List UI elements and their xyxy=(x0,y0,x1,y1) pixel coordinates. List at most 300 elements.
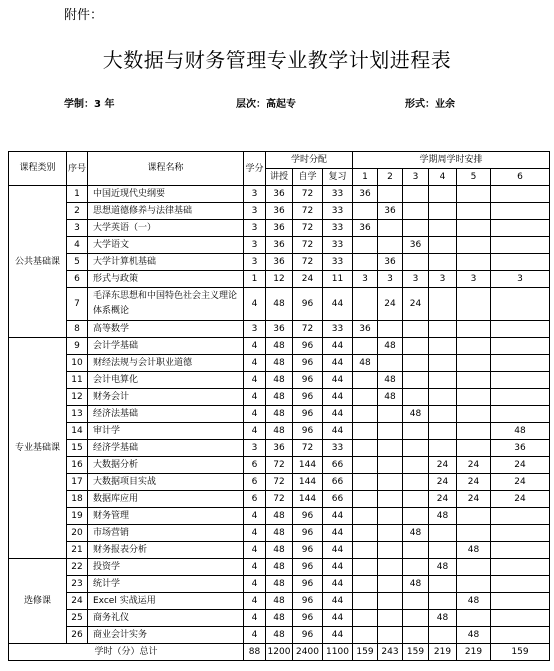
semester-4-cell xyxy=(429,237,457,254)
semester-4-cell: 48 xyxy=(429,610,457,627)
semester-5-cell xyxy=(457,355,491,372)
semester-3-cell xyxy=(403,338,429,355)
semester-5-cell xyxy=(457,372,491,389)
self-study-hours-cell: 72 xyxy=(293,203,323,220)
semester-3-cell xyxy=(403,610,429,627)
course-name-cell: 投资学 xyxy=(88,559,244,576)
semester-5-cell xyxy=(457,321,491,338)
semester-6-cell xyxy=(491,338,550,355)
table-body xyxy=(9,186,550,661)
header-row-1 xyxy=(9,152,550,169)
seq-cell: 19 xyxy=(67,508,88,525)
semester-2-cell: 24 xyxy=(378,288,403,321)
header-seq: 序号 xyxy=(67,152,88,186)
lecture-hours-cell: 48 xyxy=(266,372,293,389)
semester-3-cell: 24 xyxy=(403,288,429,321)
semester-3-cell xyxy=(403,542,429,559)
review-hours-cell: 11 xyxy=(323,271,353,288)
review-hours-cell: 44 xyxy=(323,542,353,559)
lecture-hours-cell: 36 xyxy=(266,220,293,237)
review-hours-cell: 44 xyxy=(323,406,353,423)
header-semester-4: 4 xyxy=(429,169,457,186)
semester-3-cell xyxy=(403,254,429,271)
semester-1-cell xyxy=(353,508,378,525)
semester-4-cell: 48 xyxy=(429,559,457,576)
review-hours-cell: 33 xyxy=(323,254,353,271)
total-lecture: 1200 xyxy=(266,644,293,661)
semester-4-cell: 24 xyxy=(429,491,457,508)
semester-2-cell xyxy=(378,542,403,559)
review-hours-cell: 33 xyxy=(323,440,353,457)
seq-cell: 5 xyxy=(67,254,88,271)
semester-3-cell xyxy=(403,474,429,491)
seq-cell: 7 xyxy=(67,288,88,321)
semester-2-cell xyxy=(378,491,403,508)
semester-2-cell: 3 xyxy=(378,271,403,288)
semester-2-cell: 48 xyxy=(378,372,403,389)
review-hours-cell: 44 xyxy=(323,525,353,542)
study-form-info: 形式：业余 xyxy=(405,99,455,110)
seq-cell: 22 xyxy=(67,559,88,576)
semester-4-cell xyxy=(429,220,457,237)
credit-cell: 4 xyxy=(244,355,266,372)
self-study-hours-cell: 96 xyxy=(293,355,323,372)
semester-1-cell xyxy=(353,288,378,321)
semester-1-cell xyxy=(353,559,378,576)
header-self-study: 自学 xyxy=(293,169,323,186)
semester-1-cell xyxy=(353,627,378,644)
semester-6-cell xyxy=(491,254,550,271)
semester-4-cell xyxy=(429,627,457,644)
semester-1-cell xyxy=(353,423,378,440)
table-row xyxy=(9,186,550,203)
review-hours-cell: 33 xyxy=(323,220,353,237)
course-name-cell: 财务会计 xyxy=(88,389,244,406)
lecture-hours-cell: 72 xyxy=(266,457,293,474)
semester-5-cell xyxy=(457,559,491,576)
self-study-hours-cell: 96 xyxy=(293,372,323,389)
semester-5-cell xyxy=(457,423,491,440)
semester-1-cell xyxy=(353,237,378,254)
semester-5-cell xyxy=(457,576,491,593)
course-name-cell: 大数据分析 xyxy=(88,457,244,474)
table-row xyxy=(9,372,550,389)
schooling-info: 学制：3 年 xyxy=(64,99,115,110)
self-study-hours-cell: 96 xyxy=(293,288,323,321)
semester-5-cell xyxy=(457,237,491,254)
course-name-cell: 毛泽东思想和中国特色社会主义理论体系概论 xyxy=(88,288,244,321)
course-name-cell: 经济法基础 xyxy=(88,406,244,423)
review-hours-cell: 66 xyxy=(323,491,353,508)
semester-6-cell xyxy=(491,372,550,389)
seq-cell: 25 xyxy=(67,610,88,627)
seq-cell: 10 xyxy=(67,355,88,372)
review-hours-cell: 44 xyxy=(323,610,353,627)
semester-4-cell xyxy=(429,288,457,321)
lecture-hours-cell: 36 xyxy=(266,254,293,271)
semester-5-cell: 3 xyxy=(457,271,491,288)
credit-cell: 4 xyxy=(244,559,266,576)
seq-cell: 21 xyxy=(67,542,88,559)
semester-2-cell xyxy=(378,186,403,203)
review-hours-cell: 44 xyxy=(323,338,353,355)
course-name-cell: 市场营销 xyxy=(88,525,244,542)
table-row xyxy=(9,254,550,271)
table-row xyxy=(9,457,550,474)
table-row xyxy=(9,237,550,254)
self-study-hours-cell: 96 xyxy=(293,610,323,627)
credit-cell: 4 xyxy=(244,542,266,559)
header-course-name: 课程名称 xyxy=(88,152,244,186)
semester-3-cell xyxy=(403,203,429,220)
semester-2-cell xyxy=(378,559,403,576)
self-study-hours-cell: 96 xyxy=(293,559,323,576)
semester-6-cell xyxy=(491,355,550,372)
header-category: 课程类别 xyxy=(9,152,67,186)
semester-3-cell: 48 xyxy=(403,406,429,423)
course-name-cell: 形式与政策 xyxy=(88,271,244,288)
semester-6-cell xyxy=(491,542,550,559)
semester-5-cell xyxy=(457,406,491,423)
lecture-hours-cell: 36 xyxy=(266,203,293,220)
course-name-cell: 财务管理 xyxy=(88,508,244,525)
seq-cell: 26 xyxy=(67,627,88,644)
semester-5-cell xyxy=(457,220,491,237)
self-study-hours-cell: 72 xyxy=(293,186,323,203)
semester-2-cell: 48 xyxy=(378,389,403,406)
lecture-hours-cell: 48 xyxy=(266,610,293,627)
semester-3-cell xyxy=(403,220,429,237)
semester-4-cell xyxy=(429,321,457,338)
semester-3-cell xyxy=(403,593,429,610)
semester-4-cell xyxy=(429,355,457,372)
credit-cell: 3 xyxy=(244,220,266,237)
semester-4-cell xyxy=(429,372,457,389)
semester-4-cell xyxy=(429,576,457,593)
course-name-cell: 商务礼仪 xyxy=(88,610,244,627)
table-row xyxy=(9,355,550,372)
self-study-hours-cell: 96 xyxy=(293,627,323,644)
semester-6-cell: 48 xyxy=(491,423,550,440)
seq-cell: 13 xyxy=(67,406,88,423)
credit-cell: 3 xyxy=(244,440,266,457)
header-hours-group: 学时分配 xyxy=(266,152,353,169)
semester-3-cell xyxy=(403,355,429,372)
table-row xyxy=(9,271,550,288)
semester-1-cell: 36 xyxy=(353,321,378,338)
semester-2-cell xyxy=(378,610,403,627)
semester-2-cell xyxy=(378,525,403,542)
header-semester-2: 2 xyxy=(378,169,403,186)
table-row xyxy=(9,474,550,491)
course-name-cell: 大学语文 xyxy=(88,237,244,254)
header-semester-6: 6 xyxy=(491,169,550,186)
lecture-hours-cell: 36 xyxy=(266,440,293,457)
seq-cell: 3 xyxy=(67,220,88,237)
header-semester-5: 5 xyxy=(457,169,491,186)
page-title: 大数据与财务管理专业教学计划进程表 xyxy=(102,48,452,72)
course-name-cell: 统计学 xyxy=(88,576,244,593)
course-name-cell: 高等数学 xyxy=(88,321,244,338)
credit-cell: 3 xyxy=(244,203,266,220)
seq-cell: 11 xyxy=(67,372,88,389)
semester-2-cell: 36 xyxy=(378,254,403,271)
lecture-hours-cell: 36 xyxy=(266,321,293,338)
seq-cell: 1 xyxy=(67,186,88,203)
semester-4-cell: 24 xyxy=(429,474,457,491)
review-hours-cell: 44 xyxy=(323,593,353,610)
header-semester-1: 1 xyxy=(353,169,378,186)
semester-6-cell xyxy=(491,627,550,644)
lecture-hours-cell: 48 xyxy=(266,593,293,610)
semester-6-cell xyxy=(491,559,550,576)
semester-6-cell: 3 xyxy=(491,271,550,288)
lecture-hours-cell: 48 xyxy=(266,406,293,423)
semester-2-cell xyxy=(378,220,403,237)
review-hours-cell: 33 xyxy=(323,203,353,220)
total-semester-2: 243 xyxy=(378,644,403,661)
semester-1-cell xyxy=(353,372,378,389)
semester-6-cell: 24 xyxy=(491,491,550,508)
lecture-hours-cell: 48 xyxy=(266,355,293,372)
semester-5-cell xyxy=(457,389,491,406)
table-row xyxy=(9,576,550,593)
semester-4-cell xyxy=(429,406,457,423)
semester-3-cell xyxy=(403,627,429,644)
self-study-hours-cell: 96 xyxy=(293,389,323,406)
semester-6-cell xyxy=(491,237,550,254)
course-name-cell: 财经法规与会计职业道德 xyxy=(88,355,244,372)
credit-cell: 4 xyxy=(244,576,266,593)
semester-4-cell xyxy=(429,440,457,457)
table-row xyxy=(9,525,550,542)
self-study-hours-cell: 72 xyxy=(293,440,323,457)
category-cell: 专业基础课 xyxy=(9,338,67,559)
semester-4-cell: 3 xyxy=(429,271,457,288)
credit-cell: 4 xyxy=(244,406,266,423)
semester-5-cell: 24 xyxy=(457,491,491,508)
teaching-plan-table xyxy=(8,151,550,661)
semester-5-cell xyxy=(457,288,491,321)
total-row xyxy=(9,644,550,661)
seq-cell: 6 xyxy=(67,271,88,288)
semester-2-cell xyxy=(378,593,403,610)
self-study-hours-cell: 144 xyxy=(293,474,323,491)
course-name-cell: 会计学基础 xyxy=(88,338,244,355)
review-hours-cell: 66 xyxy=(323,457,353,474)
semester-6-cell: 36 xyxy=(491,440,550,457)
semester-6-cell xyxy=(491,576,550,593)
seq-cell: 17 xyxy=(67,474,88,491)
semester-4-cell xyxy=(429,542,457,559)
total-semester-3: 159 xyxy=(403,644,429,661)
semester-1-cell: 48 xyxy=(353,355,378,372)
semester-5-cell xyxy=(457,203,491,220)
semester-3-cell xyxy=(403,559,429,576)
semester-3-cell xyxy=(403,457,429,474)
self-study-hours-cell: 72 xyxy=(293,321,323,338)
credit-cell: 4 xyxy=(244,525,266,542)
semester-6-cell xyxy=(491,288,550,321)
course-name-cell: 大数据项目实战 xyxy=(88,474,244,491)
self-study-hours-cell: 24 xyxy=(293,271,323,288)
review-hours-cell: 44 xyxy=(323,627,353,644)
course-name-cell: 数据库应用 xyxy=(88,491,244,508)
credit-cell: 4 xyxy=(244,593,266,610)
semester-3-cell xyxy=(403,186,429,203)
semester-2-cell xyxy=(378,457,403,474)
review-hours-cell: 33 xyxy=(323,186,353,203)
lecture-hours-cell: 48 xyxy=(266,627,293,644)
lecture-hours-cell: 72 xyxy=(266,474,293,491)
review-hours-cell: 33 xyxy=(323,321,353,338)
credit-cell: 3 xyxy=(244,321,266,338)
total-semester-4: 219 xyxy=(429,644,457,661)
semester-6-cell xyxy=(491,389,550,406)
self-study-hours-cell: 96 xyxy=(293,338,323,355)
semester-1-cell xyxy=(353,406,378,423)
semester-2-cell xyxy=(378,576,403,593)
credit-cell: 4 xyxy=(244,423,266,440)
semester-3-cell xyxy=(403,440,429,457)
semester-1-cell xyxy=(353,440,378,457)
course-name-cell: 会计电算化 xyxy=(88,372,244,389)
lecture-hours-cell: 48 xyxy=(266,525,293,542)
semester-2-cell xyxy=(378,355,403,372)
semester-1-cell xyxy=(353,457,378,474)
review-hours-cell: 44 xyxy=(323,355,353,372)
review-hours-cell: 44 xyxy=(323,576,353,593)
semester-4-cell xyxy=(429,203,457,220)
semester-6-cell: 24 xyxy=(491,457,550,474)
course-name-cell: 商业会计实务 xyxy=(88,627,244,644)
lecture-hours-cell: 36 xyxy=(266,186,293,203)
self-study-hours-cell: 96 xyxy=(293,423,323,440)
total-self-study: 2400 xyxy=(293,644,323,661)
self-study-hours-cell: 96 xyxy=(293,525,323,542)
course-name-cell: Excel 实战运用 xyxy=(88,593,244,610)
semester-2-cell xyxy=(378,508,403,525)
semester-6-cell xyxy=(491,610,550,627)
semester-2-cell xyxy=(378,627,403,644)
self-study-hours-cell: 144 xyxy=(293,457,323,474)
table-row xyxy=(9,406,550,423)
table-row xyxy=(9,423,550,440)
seq-cell: 12 xyxy=(67,389,88,406)
course-name-cell: 大学计算机基础 xyxy=(88,254,244,271)
lecture-hours-cell: 48 xyxy=(266,576,293,593)
table-row xyxy=(9,491,550,508)
semester-2-cell xyxy=(378,474,403,491)
semester-6-cell xyxy=(491,406,550,423)
lecture-hours-cell: 48 xyxy=(266,389,293,406)
semester-4-cell xyxy=(429,186,457,203)
credit-cell: 3 xyxy=(244,186,266,203)
table-row xyxy=(9,288,550,321)
credit-cell: 4 xyxy=(244,288,266,321)
semester-1-cell: 36 xyxy=(353,186,378,203)
seq-cell: 23 xyxy=(67,576,88,593)
credit-cell: 6 xyxy=(244,491,266,508)
semester-5-cell: 48 xyxy=(457,593,491,610)
lecture-hours-cell: 48 xyxy=(266,542,293,559)
lecture-hours-cell: 48 xyxy=(266,288,293,321)
table-row xyxy=(9,321,550,338)
semester-3-cell: 48 xyxy=(403,525,429,542)
self-study-hours-cell: 96 xyxy=(293,542,323,559)
semester-3-cell: 48 xyxy=(403,576,429,593)
seq-cell: 2 xyxy=(67,203,88,220)
semester-1-cell xyxy=(353,389,378,406)
category-cell: 选修课 xyxy=(9,559,67,644)
semester-1-cell: 36 xyxy=(353,220,378,237)
course-name-cell: 大学英语（一） xyxy=(88,220,244,237)
course-name-cell: 中国近现代史纲要 xyxy=(88,186,244,203)
table-row xyxy=(9,627,550,644)
credit-cell: 4 xyxy=(244,627,266,644)
total-label: 学时（分）总计 xyxy=(9,644,244,661)
course-name-cell: 思想道德修养与法律基础 xyxy=(88,203,244,220)
total-review: 1100 xyxy=(323,644,353,661)
header-semester-3: 3 xyxy=(403,169,429,186)
semester-3-cell: 3 xyxy=(403,271,429,288)
seq-cell: 8 xyxy=(67,321,88,338)
credit-cell: 6 xyxy=(244,457,266,474)
self-study-hours-cell: 96 xyxy=(293,576,323,593)
review-hours-cell: 44 xyxy=(323,372,353,389)
category-cell: 公共基础课 xyxy=(9,186,67,338)
self-study-hours-cell: 96 xyxy=(293,406,323,423)
semester-6-cell xyxy=(491,203,550,220)
seq-cell: 18 xyxy=(67,491,88,508)
semester-1-cell xyxy=(353,474,378,491)
semester-3-cell xyxy=(403,508,429,525)
semester-1-cell xyxy=(353,610,378,627)
table-row xyxy=(9,338,550,355)
semester-1-cell xyxy=(353,491,378,508)
header-credit: 学分 xyxy=(244,152,266,186)
semester-3-cell xyxy=(403,423,429,440)
lecture-hours-cell: 36 xyxy=(266,237,293,254)
total-semester-6: 159 xyxy=(491,644,550,661)
semester-6-cell xyxy=(491,220,550,237)
semester-4-cell xyxy=(429,389,457,406)
table-row xyxy=(9,508,550,525)
semester-5-cell xyxy=(457,508,491,525)
semester-1-cell xyxy=(353,576,378,593)
lecture-hours-cell: 48 xyxy=(266,508,293,525)
lecture-hours-cell: 12 xyxy=(266,271,293,288)
semester-2-cell xyxy=(378,321,403,338)
self-study-hours-cell: 96 xyxy=(293,593,323,610)
course-name-cell: 经济学基础 xyxy=(88,440,244,457)
semester-4-cell xyxy=(429,423,457,440)
semester-5-cell xyxy=(457,440,491,457)
semester-2-cell xyxy=(378,406,403,423)
semester-2-cell xyxy=(378,237,403,254)
semester-5-cell: 24 xyxy=(457,474,491,491)
semester-1-cell xyxy=(353,254,378,271)
attachment-label: 附件： xyxy=(64,8,104,23)
semester-5-cell xyxy=(457,338,491,355)
semester-5-cell xyxy=(457,254,491,271)
semester-4-cell: 24 xyxy=(429,457,457,474)
lecture-hours-cell: 48 xyxy=(266,423,293,440)
review-hours-cell: 33 xyxy=(323,237,353,254)
semester-1-cell: 3 xyxy=(353,271,378,288)
credit-cell: 4 xyxy=(244,610,266,627)
total-credit: 88 xyxy=(244,644,266,661)
